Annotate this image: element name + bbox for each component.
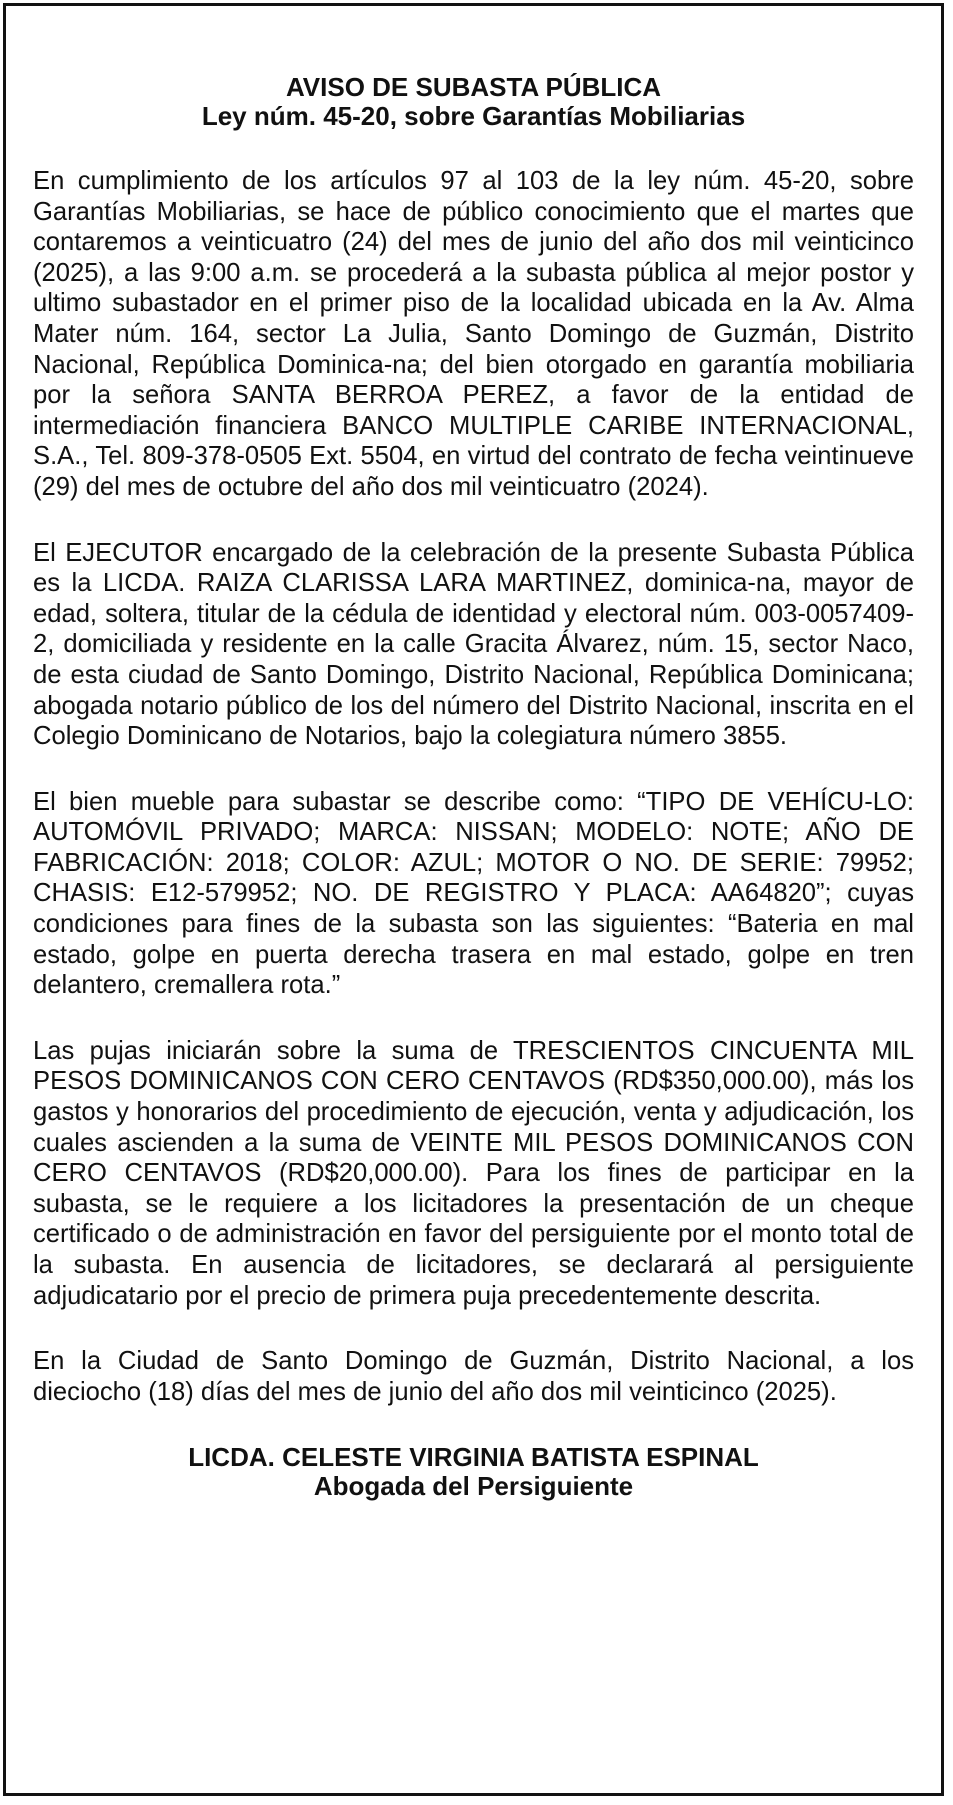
paragraph-vehicle-description: El bien mueble para subastar se describe como: “TIPO DE VEHÍCU-LO: AUTOMÓVIL PRIVADO; MARCA: NISSAN; MODELO: NOTE; AÑO DE FABRICACIÓN: 2018; COLOR: AZUL; MOTOR O NO. DE SERIE: 79952; CHASIS: E12-579952; NO. DE REGISTRO Y PLACA: AA64820”; cuyas condiciones para fines de la subasta son las siguientes: “Bateria en mal estado, golpe en puerta derecha trasera en mal estado, golpe en tren delantero, cremallera rota.” [33, 787, 914, 1000]
signatory-role: Abogada del Persiguiente [313, 1471, 634, 1502]
notice-header [6, 73, 941, 131]
notice-subtitle: Ley núm. 45-20, sobre Garantías Mobiliarias [201, 101, 746, 131]
paragraph-auction-announcement: En cumplimiento de los artículos 97 al 103 de la ley núm. 45-20, sobre Garantías Mobiliarias, se hace de público conocimiento que el martes que contaremos a veinticuatro (24) del mes de junio del año dos mil veinticinco (2025), a las 9:00 a.m. se procederá a la subasta pública al mejor postor y ultimo subastador en el primer piso de la localidad ubicada en la Av. Alma Mater núm. 164, sector La Julia, Santo Domingo de Guzmán, Distrito Nacional, República Dominica-na; del bien otorgado en garantía mobiliaria por la señora SANTA BERROA PEREZ, a favor de la entidad de intermediación financiera BANCO MULTIPLE CARIBE INTERNACIONAL, S.A., Tel. 809-378-0505 Ext. 5504, en virtud del contrato de fecha veintinueve (29) del mes de octubre del año dos mil veinticuatro (2024). [33, 167, 914, 501]
public-auction-notice [3, 3, 944, 1796]
paragraph-executor: El EJECUTOR encargado de la celebración de la presente Subasta Pública es la LICDA. RAIZA CLARISSA LARA MARTINEZ, dominica-na, mayor de edad, soltera, titular de la cédula de identidad y electoral núm. 003-0057409-2, domiciliada y residente en la calle Gracita Álvarez, núm. 15, sector Naco, de esta ciudad de Santo Domingo, Distrito Nacional, República Dominicana; abogada notario público de los del número del Distrito Nacional, inscrita en el Colegio Dominicano de Notarios, bajo la colegiatura número 3855. [33, 538, 914, 751]
signatory-name: LICDA. CELESTE VIRGINIA BATISTA ESPINAL [188, 1442, 759, 1473]
notice-title: AVISO DE SUBASTA PÚBLICA [285, 72, 662, 102]
signature-block [6, 1443, 941, 1501]
notice-body [33, 166, 914, 1407]
paragraph-bidding-terms: Las pujas iniciarán sobre la suma de TRESCIENTOS CINCUENTA MIL PESOS DOMINICANOS CON CERO CENTAVOS (RD$350,000.00), más los gastos y honorarios del procedimiento de ejecución, venta y adjudicación, los cuales ascienden a la suma de VEINTE MIL PESOS DOMINICANOS CON CERO CENTAVOS (RD$20,000.00). Para los fines de participar en la subasta, se le requiere a los licitadores la presentación de un cheque certificado o de administración en favor del persiguiente por el monto total de la subasta. En ausencia de licitadores, se declarará al persiguiente adjudicatario por el precio de primera puja precedentemente descrita. [33, 1036, 914, 1310]
paragraph-date-place: En la Ciudad de Santo Domingo de Guzmán, Distrito Nacional, a los dieciocho (18) días del mes de junio del año dos mil veinticinco (2025). [33, 1347, 914, 1406]
